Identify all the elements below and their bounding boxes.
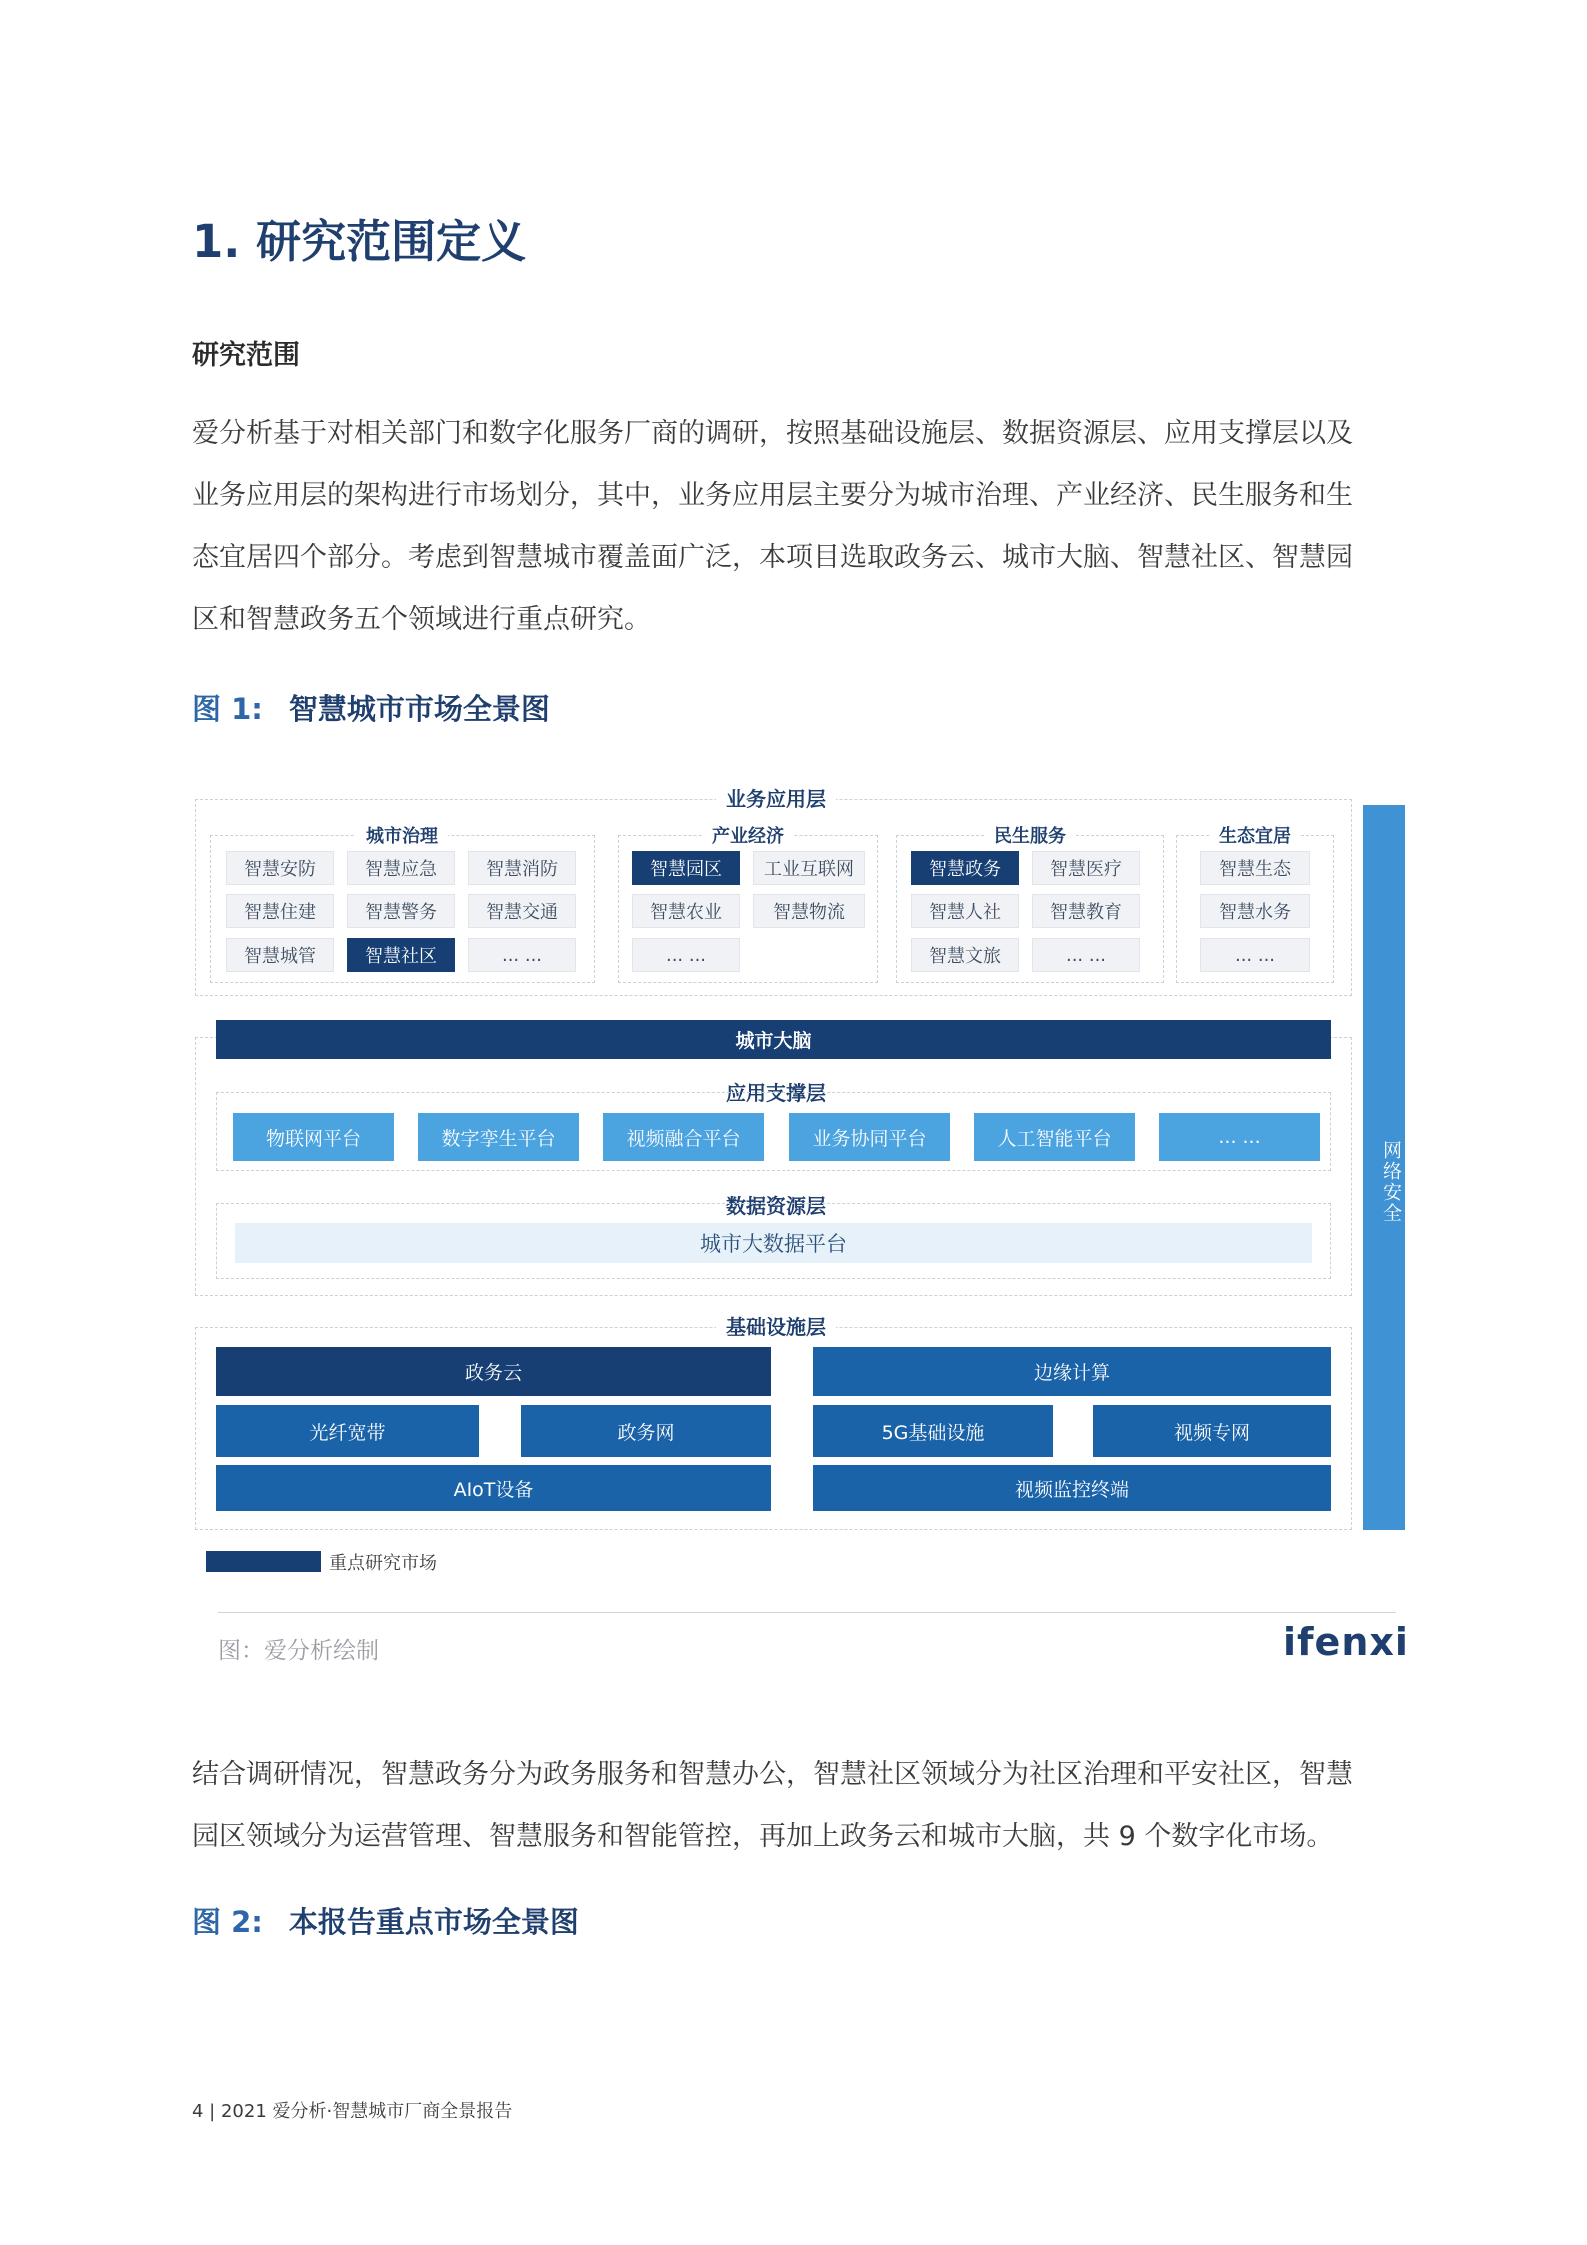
tile-smart-security: 智慧安防: [226, 851, 334, 885]
tile-smart-community: 智慧社区: [347, 938, 455, 972]
page-title: 1. 研究范围定义: [192, 215, 527, 268]
tile-smart-government: 智慧政务: [911, 851, 1019, 885]
tile-economy-more: ... ...: [632, 938, 740, 972]
tile-smart-healthcare: 智慧医疗: [1032, 851, 1140, 885]
paragraph-line: 业务应用层的架构进行市场划分，其中，业务应用层主要分为城市治理、产业经济、民生服务和生: [192, 480, 1353, 511]
summary-paragraph: [192, 1744, 1407, 1868]
city-big-data-platform: 城市大数据平台: [235, 1223, 1312, 1263]
section-subheading: 研究范围: [192, 340, 300, 371]
paragraph-line: 区和智慧政务五个领域进行重点研究。: [192, 604, 651, 635]
support-layer-label: 应用支撑层: [716, 1077, 836, 1106]
tile-industrial-internet: 工业互联网: [753, 851, 865, 885]
legend-swatch: [206, 1551, 321, 1572]
business-layer-label: 业务应用层: [716, 783, 836, 812]
infra-fiber-broadband: 光纤宽带: [216, 1405, 479, 1457]
figure2-caption: [192, 1900, 579, 1941]
figure2-number: 图 2:: [192, 1905, 263, 1939]
figure1-number: 图 1:: [192, 692, 263, 726]
infra-5g: 5G基础设施: [813, 1405, 1053, 1457]
paragraph-line: 爱分析基于对相关部门和数字化服务厂商的调研，按照基础设施层、数据资源层、应用支撑层以及: [192, 418, 1353, 449]
support-iot-platform: 物联网平台: [233, 1113, 394, 1161]
figure1-caption: [192, 687, 550, 728]
governance-title: 城市治理: [356, 822, 448, 848]
paragraph-line: 态宜居四个部分。考虑到智慧城市覆盖面广泛，本项目选取政务云、城市大脑、智慧社区、智慧园: [192, 542, 1353, 573]
tile-smart-urban-mgmt: 智慧城管: [226, 938, 334, 972]
figure2-title: 本报告重点市场全景图: [288, 1905, 579, 1939]
tile-livelihood-more: ... ...: [1032, 938, 1140, 972]
support-more: ... ...: [1159, 1113, 1320, 1161]
infra-video-terminals: 视频监控终端: [813, 1465, 1331, 1511]
tile-ecology-more: ... ...: [1200, 938, 1310, 972]
tile-smart-hr-social: 智慧人社: [911, 894, 1019, 928]
data-layer-label: 数据资源层: [716, 1190, 836, 1219]
tile-smart-education: 智慧教育: [1032, 894, 1140, 928]
figure-source: 图：爱分析绘制: [218, 1638, 379, 1664]
network-security-label: 网络安全: [1380, 1140, 1402, 1224]
tile-smart-housing: 智慧住建: [226, 894, 334, 928]
figure1-title: 智慧城市市场全景图: [288, 692, 550, 726]
infra-gov-cloud: 政务云: [216, 1347, 771, 1396]
support-digital-twin-platform: 数字孪生平台: [418, 1113, 579, 1161]
infra-gov-network: 政务网: [521, 1405, 771, 1457]
tile-smart-logistics: 智慧物流: [753, 894, 865, 928]
tile-smart-police: 智慧警务: [347, 894, 455, 928]
ifenxi-logo: ifenxi: [1283, 1620, 1409, 1664]
page-footer: 4 | 2021 爱分析·智慧城市厂商全景报告: [192, 2101, 513, 2122]
city-brain-bar: 城市大脑: [216, 1020, 1331, 1059]
tile-smart-water: 智慧水务: [1200, 894, 1310, 928]
legend-label: 重点研究市场: [329, 1553, 437, 1574]
tile-smart-ecology: 智慧生态: [1200, 851, 1310, 885]
support-collaboration-platform: 业务协同平台: [789, 1113, 950, 1161]
tile-smart-fire: 智慧消防: [468, 851, 576, 885]
tile-smart-traffic: 智慧交通: [468, 894, 576, 928]
tile-governance-more: ... ...: [468, 938, 576, 972]
economy-title: 产业经济: [702, 822, 794, 848]
figure-divider: [218, 1612, 1396, 1613]
intro-paragraph: [192, 403, 1407, 651]
support-video-fusion-platform: 视频融合平台: [603, 1113, 764, 1161]
infra-edge-computing: 边缘计算: [813, 1347, 1331, 1396]
tile-smart-agriculture: 智慧农业: [632, 894, 740, 928]
infra-layer-label: 基础设施层: [716, 1311, 836, 1340]
infra-video-private-network: 视频专网: [1093, 1405, 1331, 1457]
support-ai-platform: 人工智能平台: [974, 1113, 1135, 1161]
livelihood-title: 民生服务: [984, 822, 1076, 848]
paragraph-line: 园区领域分为运营管理、智慧服务和智能管控，再加上政务云和城市大脑，共 9 个数字化市场。: [192, 1821, 1334, 1852]
paragraph-line: 结合调研情况，智慧政务分为政务服务和智慧办公，智慧社区领域分为社区治理和平安社区，智慧: [192, 1759, 1353, 1790]
tile-smart-culture-tourism: 智慧文旅: [911, 938, 1019, 972]
ecology-title: 生态宜居: [1209, 822, 1301, 848]
tile-smart-park: 智慧园区: [632, 851, 740, 885]
tile-smart-emergency: 智慧应急: [347, 851, 455, 885]
infra-aiot-devices: AIoT设备: [216, 1465, 771, 1511]
